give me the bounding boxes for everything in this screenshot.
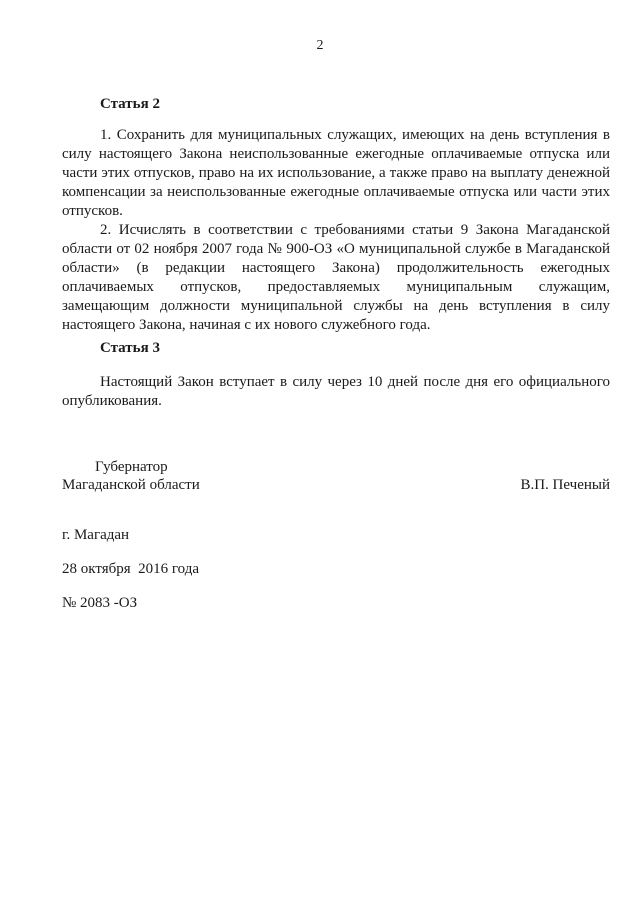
article-2-title: Статья 2 bbox=[100, 96, 160, 112]
place: г. Магадан bbox=[62, 527, 130, 543]
article-3-paragraph-1: Настоящий Закон вступает в силу через 10 дней после дня его официального опубликования. bbox=[62, 374, 610, 409]
page-number: 2 bbox=[316, 38, 324, 53]
signature-position-line-2: Магаданской области bbox=[62, 477, 200, 493]
article-2-paragraph-1: 1. Сохранить для муниципальных служащих, имеющих на день вступления в силу настоящего Закона неиспользованные ежегодные оплачиваемые отпуска или части этих отпусков, право на их использование, а также право на выплату денежной компенсации за неиспользованные ежегодные оплачиваемые отпуска или части этих отпусков. bbox=[62, 127, 610, 219]
date: 28 октября 2016 года bbox=[62, 561, 200, 577]
law-number: № 2083 -ОЗ bbox=[62, 595, 138, 611]
signature-name: В.П. Печеный bbox=[520, 477, 610, 493]
article-3-title: Статья 3 bbox=[100, 340, 160, 356]
signature-position-line-1: Губернатор bbox=[95, 459, 168, 475]
article-2-paragraph-2: 2. Исчислять в соответствии с требованиями статьи 9 Закона Магаданской области от 02 ноября 2007 года № 900-ОЗ «О муниципальной службе в Магаданской области» (в редакции настоящего Закона) продолжительность ежегодных оплачиваемых отпусков, предоставляемых муниципальным служащим, замещающим должности муниципальной службы на день вступления в силу настоящего Закона, начиная с их нового служебного года. bbox=[62, 222, 610, 333]
